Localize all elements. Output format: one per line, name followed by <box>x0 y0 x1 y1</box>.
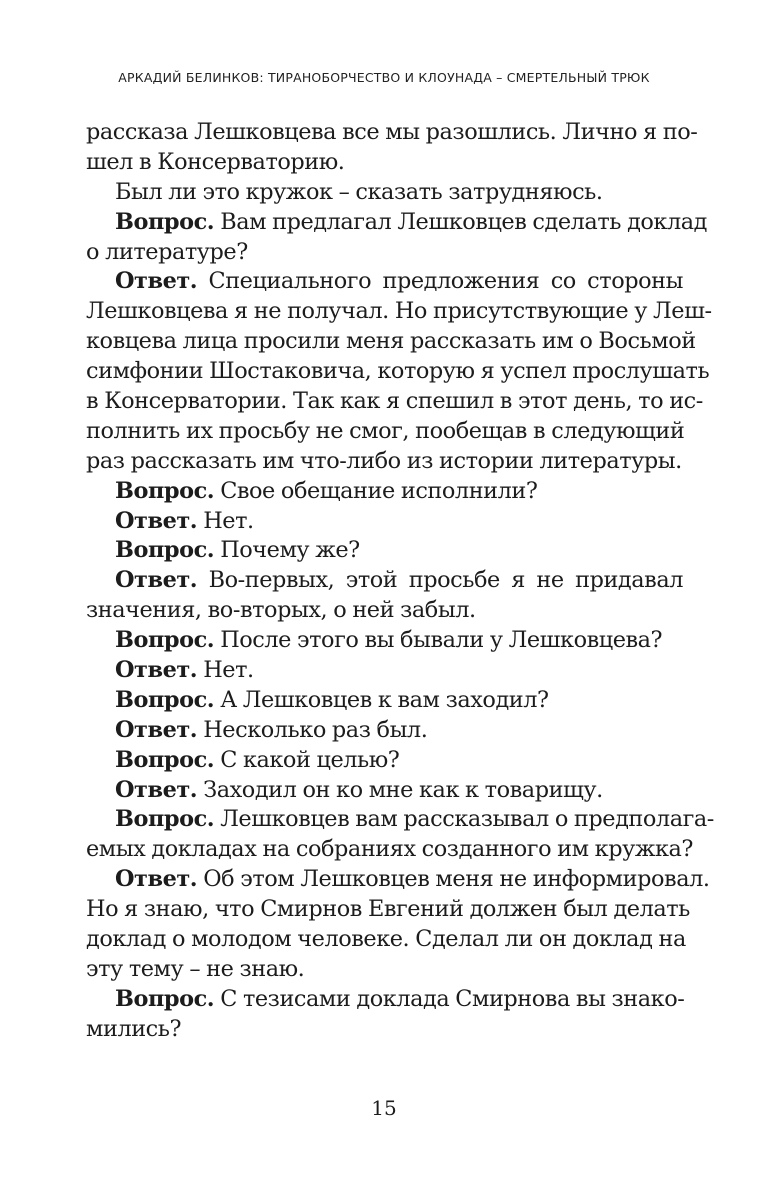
question-label: Вопрос. <box>115 477 215 504</box>
question-text: После этого вы бывали у Лешковцева? <box>214 627 663 654</box>
answer-text: Несколько раз был. <box>197 716 428 743</box>
question-label: Вопрос. <box>115 208 215 235</box>
question-text: Лешковцев вам рассказывал о предполага- <box>214 806 714 833</box>
question-text: А Лешковцев к вам заходил? <box>214 686 549 713</box>
answer-label: Ответ. <box>115 657 198 684</box>
question-text: С какой целью? <box>214 746 400 773</box>
text-line: симфонии Шостаковича, которую я успел прослушать <box>86 358 710 385</box>
answer-text: Нет. <box>197 657 254 684</box>
answer-text: Заходил он ко мне как к товарищу. <box>197 776 603 803</box>
text-line: Был ли это кружок – сказать затрудняюсь. <box>115 178 603 205</box>
answer-text: Об этом Лешковцев меня не информировал. <box>197 866 710 893</box>
text-line: доклад о молодом человеке. Сделал ли он доклад на <box>86 926 686 953</box>
question-line <box>86 805 714 835</box>
answer-label: Ответ. <box>115 716 198 743</box>
question-line <box>86 985 683 1015</box>
answer-text: Нет. <box>197 507 254 534</box>
text-line: о литературе? <box>86 238 248 265</box>
text-line: Но я знаю, что Смирнов Евгений должен был делать <box>86 896 690 923</box>
question-label: Вопрос. <box>115 985 215 1012</box>
question-line <box>86 536 683 566</box>
answer-label: Ответ. <box>115 866 198 893</box>
question-line <box>86 208 707 238</box>
question-text: Почему же? <box>214 537 360 564</box>
page-number: 15 <box>371 1096 397 1120</box>
text-line: эту тему – не знаю. <box>86 955 305 982</box>
answer-text: Во-первых, этой просьбе я не придавал <box>197 567 683 594</box>
question-label: Вопрос. <box>115 627 215 654</box>
answer-label: Ответ. <box>115 567 198 594</box>
body-text <box>86 118 714 1045</box>
question-label: Вопрос. <box>115 746 215 773</box>
question-line <box>86 746 683 776</box>
question-line <box>86 686 683 716</box>
question-line <box>86 626 683 656</box>
answer-line <box>86 865 710 895</box>
answer-line <box>86 716 683 746</box>
text-line: рассказа Лешковцева все мы разошлись. Лично я по- <box>86 119 698 145</box>
question-label: Вопрос. <box>115 686 215 713</box>
answer-text: Специального предложения со стороны <box>197 268 683 295</box>
question-text: Свое обещание исполнили? <box>214 477 538 504</box>
answer-line <box>86 507 683 537</box>
text-line: емых докладах на собраниях созданного им кружка? <box>86 836 693 863</box>
question-text: Вам предлагал Лешковцев сделать доклад <box>214 208 707 235</box>
question-label: Вопрос. <box>115 537 215 564</box>
text-line: мились? <box>86 1015 182 1042</box>
answer-label: Ответ. <box>115 268 198 295</box>
running-header: АРКАДИЙ БЕЛИНКОВ: ТИРАНОБОРЧЕСТВО И КЛОУНАДА – СМЕРТЕЛЬНЫЙ ТРЮК <box>118 70 650 85</box>
answer-line <box>86 566 683 596</box>
question-line <box>86 477 683 507</box>
answer-line <box>86 267 683 297</box>
answer-line <box>86 776 683 806</box>
text-line: значения, во-вторых, о ней забыл. <box>86 597 476 624</box>
question-label: Вопрос. <box>115 806 215 833</box>
question-text: С тезисами доклада Смирнова вы знако- <box>214 985 685 1012</box>
answer-label: Ответ. <box>115 776 198 803</box>
text-line: Лешковцева я не получал. Но присутствующие у Леш- <box>86 298 712 325</box>
answer-label: Ответ. <box>115 507 198 534</box>
text-line: шел в Консерваторию. <box>86 148 345 175</box>
text-line: в Консерватории. Так как я спешил в этот день, то ис- <box>86 388 703 415</box>
answer-line <box>86 656 683 686</box>
text-line: ковцева лица просили меня рассказать им о Восьмой <box>86 328 696 355</box>
text-line: раз рассказать им что-либо из истории литературы. <box>86 447 682 474</box>
text-line: полнить их просьбу не смог, пообещав в следующий <box>86 417 685 444</box>
